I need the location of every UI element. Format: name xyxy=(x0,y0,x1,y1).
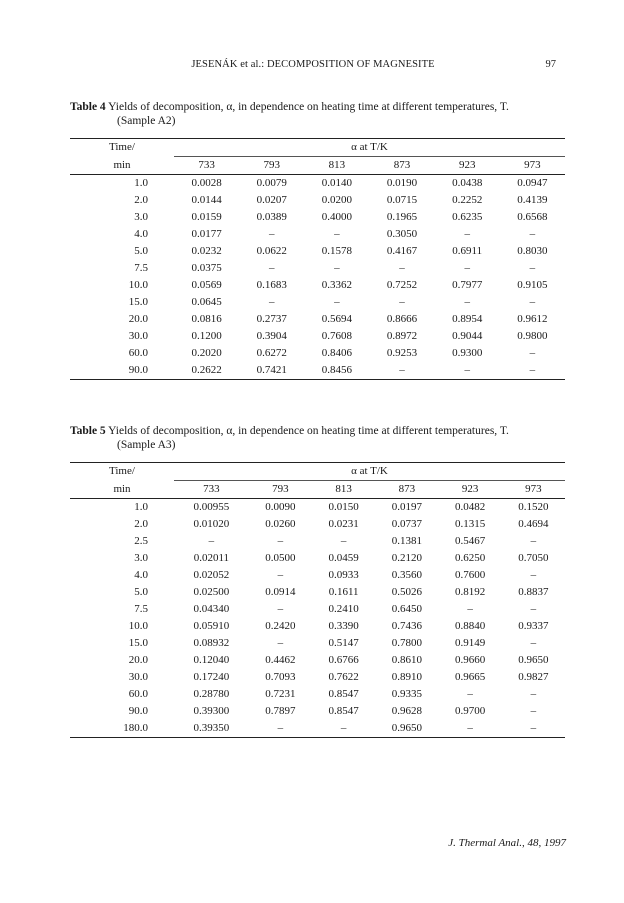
table-4-label: Table 4 xyxy=(70,101,106,113)
alpha-cell: 0.2120 xyxy=(391,552,422,564)
time-cell: 30.0 xyxy=(128,330,148,342)
table-row xyxy=(70,362,565,380)
alpha-cell: 0.2410 xyxy=(328,603,359,615)
alpha-cell: 0.0260 xyxy=(265,518,296,530)
temperature-header: 973 xyxy=(500,157,565,175)
alpha-cell: 0.9827 xyxy=(518,671,549,683)
alpha-cell: 0.8547 xyxy=(328,705,359,717)
temperature-header: 873 xyxy=(375,481,438,499)
table-4-caption xyxy=(70,100,565,128)
time-cell: 5.0 xyxy=(134,586,148,598)
alpha-cell: 0.9105 xyxy=(517,279,548,291)
alpha-cell: – xyxy=(334,228,340,240)
time-cell: 3.0 xyxy=(134,211,148,223)
alpha-cell: 0.0500 xyxy=(265,552,296,564)
alpha-cell: 0.7436 xyxy=(391,620,422,632)
alpha-cell: – xyxy=(439,720,502,738)
temperature-header: 793 xyxy=(249,481,312,499)
alpha-cell: 0.0231 xyxy=(328,518,359,530)
alpha-cell: 0.5467 xyxy=(455,535,486,547)
alpha-cell: 0.7608 xyxy=(321,330,353,342)
alpha-cell: 0.05910 xyxy=(193,620,230,632)
alpha-cell: – xyxy=(399,262,405,274)
time-cell: 20.0 xyxy=(128,654,148,666)
alpha-cell: 0.7600 xyxy=(455,569,486,581)
alpha-cell: 0.0645 xyxy=(191,296,222,308)
alpha-cell: 0.0816 xyxy=(191,313,222,325)
time-cell: 2.5 xyxy=(134,535,148,547)
table-row xyxy=(70,720,565,738)
alpha-cell: – xyxy=(467,688,473,700)
alpha-cell: 0.3560 xyxy=(391,569,422,581)
temperature-header: 923 xyxy=(435,157,500,175)
alpha-cell: 0.0375 xyxy=(191,262,222,274)
time-unit-header: min xyxy=(70,481,174,499)
alpha-cell: 0.0079 xyxy=(256,177,287,189)
alpha-cell: 0.1315 xyxy=(455,518,486,530)
alpha-cell: – xyxy=(464,262,470,274)
alpha-cell: 0.2622 xyxy=(174,362,239,380)
time-cell: 7.5 xyxy=(134,262,148,274)
alpha-cell: 0.9665 xyxy=(455,671,486,683)
alpha-cell: 0.7421 xyxy=(239,362,304,380)
alpha-cell: – xyxy=(529,347,536,359)
alpha-cell: 0.6766 xyxy=(328,654,359,666)
table-row xyxy=(70,499,565,517)
alpha-cell: 0.0150 xyxy=(328,501,359,513)
temperature-header-row xyxy=(70,481,565,499)
alpha-cell: 0.6235 xyxy=(452,211,483,223)
table-row xyxy=(70,669,565,686)
alpha-cell: 0.7977 xyxy=(452,279,483,291)
time-cell: 10.0 xyxy=(128,620,148,632)
alpha-cell: 0.9337 xyxy=(518,620,549,632)
alpha-cell: 0.0914 xyxy=(265,586,296,598)
alpha-cell: 0.0232 xyxy=(191,245,222,257)
table-row xyxy=(70,686,565,703)
time-cell: 20.0 xyxy=(128,313,148,325)
table-row xyxy=(70,601,565,618)
alpha-header: α at T/K xyxy=(174,463,565,481)
alpha-cell: 0.28780 xyxy=(193,688,230,700)
alpha-cell: – xyxy=(334,262,340,274)
time-cell: 90.0 xyxy=(128,705,148,717)
alpha-cell: – xyxy=(464,228,470,240)
alpha-cell: 0.02052 xyxy=(193,569,230,581)
alpha-cell: 0.2420 xyxy=(265,620,296,632)
time-cell: 10.0 xyxy=(128,279,148,291)
alpha-cell: – xyxy=(268,262,275,274)
table-row xyxy=(70,703,565,720)
alpha-cell: 0.7093 xyxy=(265,671,296,683)
running-header xyxy=(70,59,556,73)
alpha-cell: 0.1611 xyxy=(328,586,359,598)
alpha-cell: – xyxy=(312,720,375,738)
alpha-cell: – xyxy=(530,603,537,615)
alpha-cell: – xyxy=(530,569,537,581)
time-cell: 90.0 xyxy=(70,362,174,380)
alpha-cell: 0.3362 xyxy=(321,279,353,291)
table-row xyxy=(70,584,565,601)
table-row xyxy=(70,328,565,345)
time-cell: 180.0 xyxy=(70,720,174,738)
alpha-cell: 0.2020 xyxy=(191,347,222,359)
time-cell: 1.0 xyxy=(134,501,148,513)
alpha-cell: 0.0737 xyxy=(391,518,422,530)
table-row xyxy=(70,533,565,550)
journal-citation: J. Thermal Anal., 48, 1997 xyxy=(448,837,566,849)
alpha-cell: 0.8456 xyxy=(304,362,369,380)
table-4-caption-line2: (Sample A2) xyxy=(117,115,176,127)
time-cell: 7.5 xyxy=(134,603,148,615)
alpha-cell: 0.0715 xyxy=(386,194,418,206)
table-5-label: Table 5 xyxy=(70,425,106,437)
alpha-cell: 0.9149 xyxy=(455,637,486,649)
time-cell: 60.0 xyxy=(128,347,148,359)
alpha-cell: 0.17240 xyxy=(193,671,230,683)
alpha-cell: 0.9300 xyxy=(452,347,483,359)
alpha-cell: 0.0090 xyxy=(265,501,296,513)
alpha-cell: 0.9335 xyxy=(391,688,422,700)
alpha-cell: – xyxy=(277,637,284,649)
time-header: Time/ xyxy=(70,463,174,481)
temperature-header: 923 xyxy=(439,481,502,499)
table-row xyxy=(70,635,565,652)
time-cell: 15.0 xyxy=(128,637,148,649)
time-cell: 15.0 xyxy=(128,296,148,308)
time-cell: 5.0 xyxy=(134,245,148,257)
alpha-cell: 0.02500 xyxy=(193,586,230,598)
alpha-cell: 0.5026 xyxy=(391,586,422,598)
alpha-cell: 0.4462 xyxy=(265,654,296,666)
alpha-cell: 0.9800 xyxy=(517,330,548,342)
alpha-cell: 0.8547 xyxy=(328,688,359,700)
alpha-cell: 0.1520 xyxy=(518,501,549,513)
alpha-cell: 0.12040 xyxy=(193,654,230,666)
alpha-cell: 0.2737 xyxy=(256,313,287,325)
alpha-cell: 0.8910 xyxy=(391,671,422,683)
temperature-header: 873 xyxy=(369,157,434,175)
alpha-cell: 0.2252 xyxy=(452,194,483,206)
table-row xyxy=(70,516,565,533)
table-row xyxy=(70,550,565,567)
alpha-cell: – xyxy=(334,296,340,308)
alpha-cell: 0.8192 xyxy=(455,586,486,598)
temperature-header: 733 xyxy=(174,481,249,499)
alpha-cell: 0.7231 xyxy=(265,688,296,700)
alpha-cell: 0.1200 xyxy=(191,330,222,342)
table-5-caption-line2: (Sample A3) xyxy=(117,439,176,451)
alpha-cell: – xyxy=(529,262,536,274)
time-cell: 2.0 xyxy=(134,518,148,530)
table-row xyxy=(70,243,565,260)
table-row xyxy=(70,277,565,294)
alpha-cell: 0.0459 xyxy=(328,552,359,564)
alpha-cell: 0.9044 xyxy=(452,330,483,342)
alpha-cell: – xyxy=(464,296,470,308)
table-4 xyxy=(70,138,565,380)
alpha-cell: 0.6250 xyxy=(455,552,486,564)
alpha-cell: 0.5147 xyxy=(328,637,359,649)
time-cell: 4.0 xyxy=(134,228,148,240)
alpha-cell: – xyxy=(530,705,537,717)
table-5-caption-line1: Yields of decomposition, α, in dependence on heating time at different temperatures, T. xyxy=(105,425,509,437)
alpha-header: α at T/K xyxy=(174,139,565,157)
time-cell: 4.0 xyxy=(134,569,148,581)
table-row xyxy=(70,311,565,328)
temperature-header: 733 xyxy=(174,157,239,175)
alpha-cell: 0.8972 xyxy=(386,330,418,342)
alpha-cell: – xyxy=(277,603,284,615)
alpha-cell: 0.7050 xyxy=(518,552,549,564)
table-row xyxy=(70,209,565,226)
alpha-cell: 0.6911 xyxy=(452,245,483,257)
alpha-cell: – xyxy=(399,296,405,308)
alpha-cell: 0.4000 xyxy=(321,211,353,223)
alpha-cell: 0.01020 xyxy=(193,518,230,530)
alpha-cell: 0.7897 xyxy=(265,705,296,717)
temperature-header-row xyxy=(70,157,565,175)
time-unit-header: min xyxy=(70,157,174,175)
alpha-cell: 0.8666 xyxy=(386,313,418,325)
alpha-cell: 0.3904 xyxy=(256,330,287,342)
alpha-cell: 0.6450 xyxy=(391,603,422,615)
alpha-cell: 0.0140 xyxy=(321,177,353,189)
alpha-cell: 0.0200 xyxy=(321,194,353,206)
alpha-cell: – xyxy=(502,720,565,738)
alpha-cell: 0.0622 xyxy=(256,245,287,257)
alpha-cell: 0.6272 xyxy=(256,347,287,359)
alpha-cell: 0.0197 xyxy=(391,501,422,513)
alpha-cell: 0.8954 xyxy=(452,313,483,325)
table-5-caption xyxy=(70,424,565,452)
alpha-cell: 0.1683 xyxy=(256,279,287,291)
alpha-cell: 0.0947 xyxy=(517,177,548,189)
temperature-header: 813 xyxy=(312,481,375,499)
alpha-cell: 0.0177 xyxy=(191,228,222,240)
temperature-header: 793 xyxy=(239,157,304,175)
alpha-cell: 0.9650 xyxy=(518,654,549,666)
alpha-cell: 0.0933 xyxy=(328,569,359,581)
alpha-cell: – xyxy=(268,296,275,308)
table-5 xyxy=(70,462,565,738)
alpha-cell: 0.7622 xyxy=(328,671,359,683)
alpha-cell: 0.7800 xyxy=(391,637,422,649)
time-cell: 2.0 xyxy=(134,194,148,206)
alpha-cell: 0.1381 xyxy=(391,535,422,547)
alpha-cell: – xyxy=(249,720,312,738)
alpha-cell: – xyxy=(208,535,215,547)
time-cell: 1.0 xyxy=(134,177,148,189)
alpha-cell: 0.0144 xyxy=(191,194,222,206)
alpha-cell: 0.39300 xyxy=(193,705,230,717)
running-title: JESENÁK et al.: DECOMPOSITION OF MAGNESITE xyxy=(191,59,435,70)
time-cell: 60.0 xyxy=(128,688,148,700)
alpha-cell: 0.8610 xyxy=(391,654,422,666)
alpha-cell: 0.6568 xyxy=(517,211,548,223)
alpha-cell: 0.3390 xyxy=(328,620,359,632)
table-row xyxy=(70,652,565,669)
alpha-cell: – xyxy=(467,603,473,615)
time-cell: 30.0 xyxy=(128,671,148,683)
alpha-cell: 0.7252 xyxy=(386,279,418,291)
alpha-cell: – xyxy=(529,296,536,308)
temperature-header: 973 xyxy=(502,481,565,499)
alpha-cell: 0.4139 xyxy=(517,194,548,206)
alpha-cell: 0.00955 xyxy=(193,501,230,513)
page-number: 97 xyxy=(545,59,556,70)
alpha-cell: 0.4694 xyxy=(518,518,549,530)
alpha-cell: 0.9700 xyxy=(455,705,486,717)
alpha-cell: 0.3050 xyxy=(386,228,418,240)
alpha-cell: – xyxy=(340,535,347,547)
alpha-cell: – xyxy=(369,362,434,380)
table-4-caption-line1: Yields of decomposition, α, in dependence on heating time at different temperatures, T. xyxy=(105,101,509,113)
alpha-cell: 0.0028 xyxy=(191,177,222,189)
alpha-cell: – xyxy=(530,688,537,700)
alpha-cell: 0.9628 xyxy=(391,705,422,717)
alpha-cell: 0.04340 xyxy=(193,603,230,615)
alpha-cell: 0.1578 xyxy=(321,245,353,257)
alpha-cell: 0.4167 xyxy=(386,245,418,257)
table-row xyxy=(70,175,565,193)
alpha-cell: 0.1965 xyxy=(386,211,418,223)
alpha-cell: 0.8030 xyxy=(517,245,548,257)
time-header: Time/ xyxy=(70,139,174,157)
alpha-cell: – xyxy=(435,362,500,380)
alpha-cell: 0.8840 xyxy=(455,620,486,632)
alpha-cell: – xyxy=(277,569,284,581)
alpha-cell: 0.08932 xyxy=(193,637,230,649)
alpha-cell: 0.0482 xyxy=(455,501,486,513)
table-row xyxy=(70,345,565,362)
table-row xyxy=(70,192,565,209)
time-cell: 3.0 xyxy=(134,552,148,564)
alpha-cell: – xyxy=(277,535,284,547)
table-row xyxy=(70,567,565,584)
table-row xyxy=(70,226,565,243)
alpha-cell: 0.02011 xyxy=(193,552,230,564)
alpha-cell: – xyxy=(530,637,537,649)
alpha-cell: 0.0207 xyxy=(256,194,287,206)
alpha-cell: 0.8406 xyxy=(321,347,353,359)
alpha-cell: 0.9253 xyxy=(386,347,418,359)
alpha-cell: 0.0438 xyxy=(452,177,483,189)
alpha-cell: – xyxy=(500,362,565,380)
table-row xyxy=(70,260,565,277)
temperature-header: 813 xyxy=(304,157,369,175)
alpha-cell: 0.0389 xyxy=(256,211,287,223)
table-row xyxy=(70,294,565,311)
alpha-cell: 0.0190 xyxy=(386,177,418,189)
alpha-cell: 0.9612 xyxy=(517,313,548,325)
table-row xyxy=(70,618,565,635)
alpha-cell: 0.5694 xyxy=(321,313,353,325)
alpha-cell: – xyxy=(268,228,275,240)
alpha-cell: 0.9650 xyxy=(375,720,438,738)
alpha-cell: 0.0569 xyxy=(191,279,222,291)
alpha-cell: – xyxy=(530,535,537,547)
alpha-cell: 0.0159 xyxy=(191,211,222,223)
alpha-cell: 0.9660 xyxy=(455,654,486,666)
alpha-cell: 0.8837 xyxy=(518,586,549,598)
alpha-cell: 0.39350 xyxy=(174,720,249,738)
alpha-cell: – xyxy=(529,228,536,240)
